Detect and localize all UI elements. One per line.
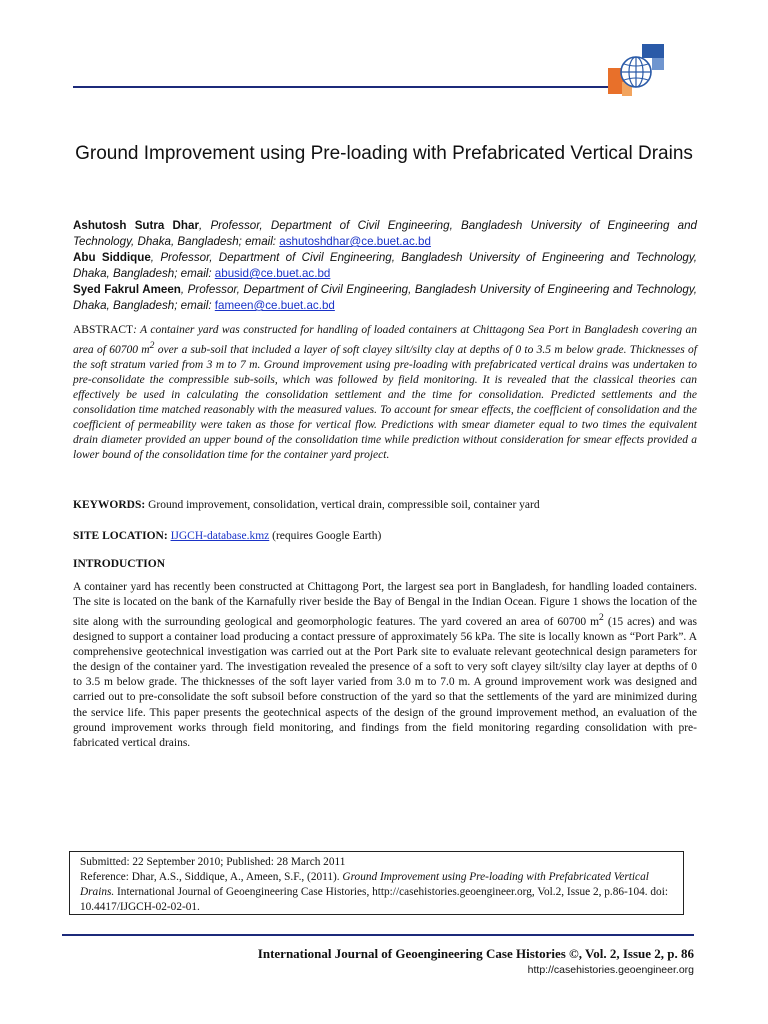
kmz-database-link[interactable]: IJGCH-database.kmz xyxy=(170,530,270,542)
abstract xyxy=(73,323,697,463)
journal-url[interactable]: http://casehistories.geoengineer.org xyxy=(527,964,694,976)
keywords-text: Ground improvement, consolidation, vertical drain, compressible soil, container yard xyxy=(145,499,540,511)
author-name: Ashutosh Sutra Dhar xyxy=(73,219,199,232)
author-entry xyxy=(73,250,697,282)
citation-box xyxy=(69,851,684,915)
site-location-note: (requires Google Earth) xyxy=(269,530,382,542)
logo-block-blue-right xyxy=(652,58,664,70)
author-email-link[interactable]: ashutoshdhar@ce.buet.ac.bd xyxy=(279,235,431,248)
journal-logo xyxy=(608,44,666,98)
author-name: Syed Fakrul Ameen xyxy=(73,283,181,296)
submission-dates: Submitted: 22 September 2010; Published: 28 March 2011 xyxy=(80,856,346,868)
author-email-link[interactable]: fameen@ce.buet.ac.bd xyxy=(214,299,335,312)
site-location xyxy=(73,529,697,544)
abstract-label: ABSTRACT xyxy=(73,324,134,336)
introduction-body: A container yard has recently been constructed at Chittagong Port, the largest sea port in Bangladesh, for handling loaded containers. The site is located on the bank of the Karnafully river beside the Bay of Bengal in the Indian Ocean. Figure 1 shows the location of the site along with the surrounding geological and geomorphologic features. The yard covered an area of 60700 $m^2$ (15 acres) and was designed to support a container load producing a contact pressure of approximately 56 kPa. The site is locally known as “Port Park”. A comprehensive geotechnical investigation was carried out at the Port Park site to evaluate relevant geotechnical design parameters for the design of the container yard. The investigation revealed the presence of a soft to very soft clayey silt/silty clay layer at depths of 0 to 3.5 m below grade. The thicknesses of the soft layer varied from 3.0 m to 7.0 m. A ground improvement work was designed and carried out to pre-consolidate the soft subsoil before construction of the yard so that the settlements of the yard are minimized during the service life. This paper presents the geotechnical aspects of the design of the ground improvement method, an evaluation of the ground improvement works through field monitoring, and findings from the field monitoring regarding consolidation with pre-fabricated vertical drains. xyxy=(73,581,697,749)
keywords xyxy=(73,498,697,513)
header-rule xyxy=(73,86,626,88)
author-email-link[interactable]: abusid@ce.buet.ac.bd xyxy=(214,267,331,280)
logo-block-blue-top xyxy=(642,44,664,58)
author-list xyxy=(73,218,697,314)
paper-title: Ground Improvement using Pre-loading with Prefabricated Vertical Drains xyxy=(75,143,693,164)
site-location-label: SITE LOCATION: xyxy=(73,530,168,542)
journal-footer: International Journal of Geoengineering Case Histories ©, Vol. 2, Issue 2, p. 86 xyxy=(257,946,694,961)
author-entry xyxy=(73,218,697,250)
author-entry xyxy=(73,282,697,314)
author-affiliation: , Professor, Department of Civil Engineering, Bangladesh University of Engineering and Technology, Dhaka, Bangladesh; email: xyxy=(73,219,697,248)
footer-rule xyxy=(62,934,694,936)
citation-reference: Reference: Dhar, A.S., Siddique, A., Ameen, S.F., (2011). Ground Improvement using Pre-loading with Prefabricated Vertical Drains. International Journal of Geoengineering Case Histories, http://casehistories.geoengineer.org, Vol.2, Issue 2, p.86-104. doi: 10.4417/IJGCH-02-02-01. xyxy=(80,871,668,913)
keywords-label: KEYWORDS: xyxy=(73,499,146,511)
abstract-text: : A container yard was constructed for handling of loaded containers at Chittagong Sea Port in Bangladesh covering an area of 60700 $m^2$ over a sub-soil that included a layer of soft clayey silt/silty clay at depths of 0 to 3.5 m below grade. Thicknesses of the soft stratum varied from 3 m to 7 m. Ground improvement using pre-loading with prefabricated vertical drains was undertaken to pre-consolidate the compressible sub-soils, which was followed by field monitoring. It is revealed that the classical theories can effectively be used in calculating the consolidation settlement and the time for consolidation. Predicted settlements and the consolidation time matched reasonably with the measured values. To account for smear effects, the coefficient of consolidation and the coefficient of permeability were taken as those for vertical flow. Predictions with smear diameter equal to two times the equivalent drain diameter provided an upper bound of the consolidation time while prediction without consideration for smear effects provided a lower bound of the consolidation time for the container yard project. xyxy=(73,324,698,461)
author-affiliation: , Professor, Department of Civil Engineering, Bangladesh University of Engineering and Technology, Dhaka, Bangladesh; email: xyxy=(73,283,697,312)
author-affiliation: , Professor, Department of Civil Engineering, Bangladesh University of Engineering and Technology, Dhaka, Bangladesh; email: xyxy=(73,251,697,280)
introduction-heading: INTRODUCTION xyxy=(73,558,166,570)
author-name: Abu Siddique xyxy=(73,251,151,264)
